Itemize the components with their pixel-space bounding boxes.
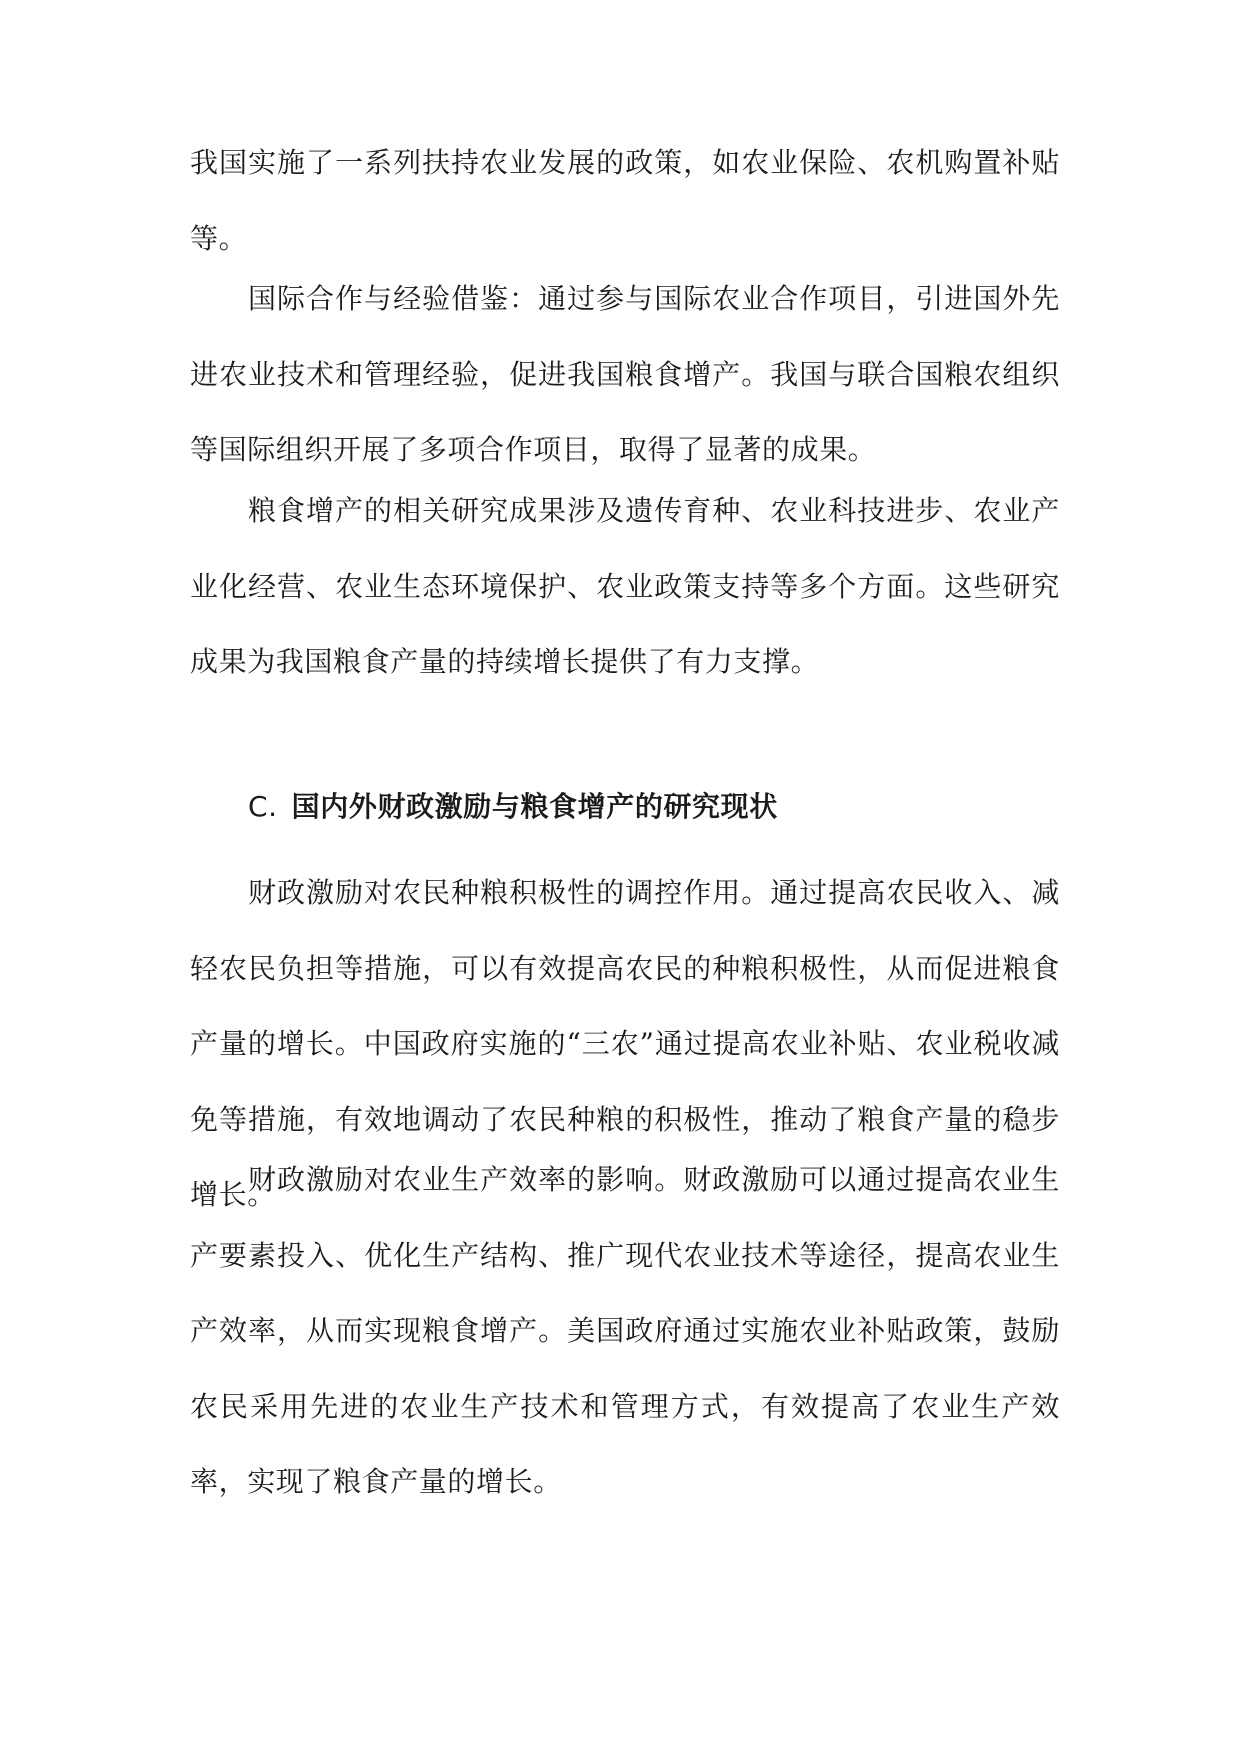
paragraph-policy-support: 我国实施了一系列扶持农业发展的政策，如农业保险、农机购置补贴等。: [190, 146, 1060, 255]
paragraph-farmer-incentive: 财政激励对农民种粮积极性的调控作用。通过提高农民收入、减轻农民负担等措施，可以有效提高农民的种粮积极性，从而促进粮食产量的增长。中国政府实施的“三农”通过提高农业补贴、农业税收减免等措施，有效地调动了农民种粮的积极性，推动了粮食产量的稳步增长。: [190, 876, 1060, 1211]
paragraph-production-efficiency: 财政激励对农业生产效率的影响。财政激励可以通过提高农业生产要素投入、优化生产结构、推广现代农业技术等途径，提高农业生产效率，从而实现粮食增产。美国政府通过实施农业补贴政策，鼓励农民采用先进的农业生产技术和管理方式，有效提高了农业生产效率，实现了粮食产量的增长。: [190, 1163, 1060, 1498]
paragraph-international-cooperation: 国际合作与经验借鉴：通过参与国际农业合作项目，引进国外先进农业技术和管理经验，促进我国粮食增产。我国与联合国粮农组织等国际组织开展了多项合作项目，取得了显著的成果。: [190, 282, 1060, 466]
section-heading: [248, 781, 778, 833]
section-number: C.: [248, 790, 278, 823]
paragraph-research-summary: 粮食增产的相关研究成果涉及遗传育种、农业科技进步、农业产业化经营、农业生态环境保护、农业政策支持等多个方面。这些研究成果为我国粮食产量的持续增长提供了有力支撑。: [190, 494, 1060, 678]
section-title: 国内外财政激励与粮食增产的研究现状: [291, 790, 778, 823]
